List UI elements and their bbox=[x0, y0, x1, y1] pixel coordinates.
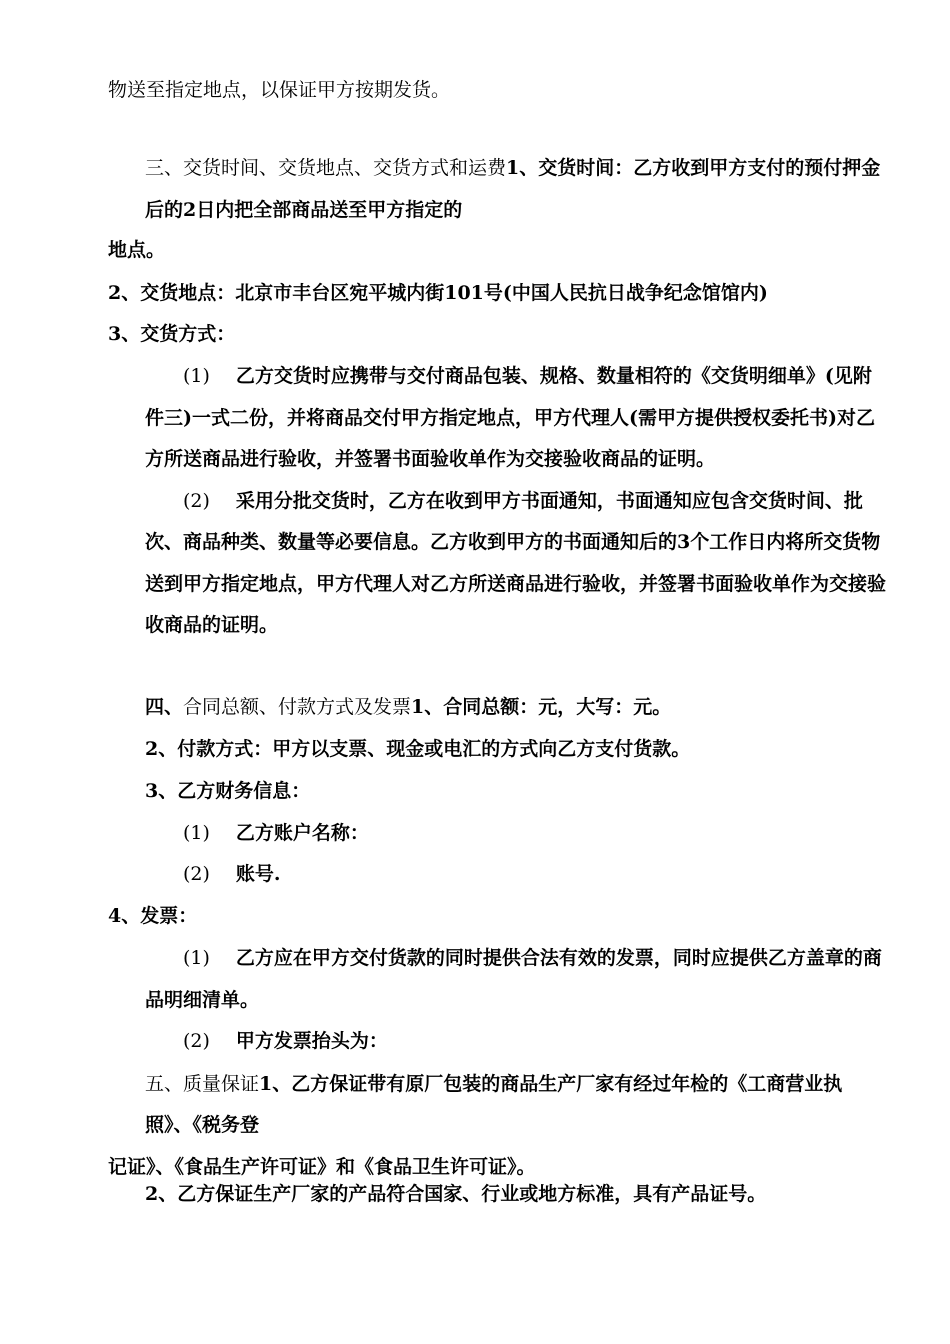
section-3-sub-2-line-4: 收商品的证明。 bbox=[145, 614, 279, 636]
section-3-sub-1-line-2: 件三)一式二份，并将商品交付甲方指定地点，甲方代理人(需甲方提供授权委托书)对乙 bbox=[145, 407, 875, 429]
section-4-number: 四、 bbox=[145, 696, 184, 718]
section-4-heading: 合同总额、付款方式及发票 bbox=[183, 696, 412, 718]
section-3-item-2: 2、交货地点：北京市丰台区宛平城内街101号(中国人民抗日战争纪念馆馆内) bbox=[108, 282, 768, 304]
sub-item-number: (1) bbox=[183, 822, 210, 844]
section-3-sub-2-line-2: 次、商品种类、数量等必要信息。乙方收到甲方的书面通知后的3个工作日内将所交货物 bbox=[145, 531, 881, 553]
section-3-sub-1-line-3: 方所送商品进行验收，并签署书面验收单作为交接验收商品的证明。 bbox=[145, 448, 716, 470]
paragraph-line: 物送至指定地点，以保证甲方按期发货。 bbox=[108, 79, 451, 101]
section-3-heading-line bbox=[145, 155, 880, 181]
section-4-item-2: 2、付款方式：甲方以支票、现金或电汇的方式向乙方支付货款。 bbox=[145, 738, 691, 760]
section-3-item-1-end: 地点。 bbox=[108, 239, 166, 261]
sub-item-text: 乙方账户名称： bbox=[235, 822, 369, 844]
sub-item-number: (1) bbox=[183, 365, 210, 387]
section-4-finance-2 bbox=[183, 861, 281, 887]
section-3-heading: 三、交货时间、交货地点、交货方式和运费 bbox=[145, 157, 507, 179]
section-5-item-1-end: 记证》、《食品生产许可证》和《食品卫生许可证》。 bbox=[108, 1156, 536, 1178]
sub-item-number: (2) bbox=[183, 1030, 210, 1052]
sub-item-number: (2) bbox=[183, 490, 210, 512]
sub-item-text: 账号. bbox=[235, 863, 281, 885]
section-4-invoice-1-line-2: 品明细清单。 bbox=[145, 989, 260, 1011]
sub-item-text: 乙方应在甲方交付货款的同时提供合法有效的发票，同时应提供乙方盖章的商 bbox=[235, 947, 882, 969]
sub-item-text: 采用分批交货时，乙方在收到甲方书面通知，书面通知应包含交货时间、批 bbox=[235, 490, 863, 512]
section-5-item-1-continued: 照》、《税务登 bbox=[145, 1114, 260, 1136]
section-5-heading: 五、质量保证 bbox=[145, 1073, 260, 1095]
section-4-invoice-2 bbox=[183, 1028, 388, 1054]
sub-item-number: (1) bbox=[183, 947, 210, 969]
sub-item-text: 甲方发票抬头为： bbox=[235, 1030, 388, 1052]
section-3-sub-2-line-1 bbox=[183, 488, 863, 514]
section-5-item-1-lead: 1、乙方保证带有原厂包装的商品生产厂家有经过年检的《工商营业执 bbox=[259, 1073, 843, 1095]
section-5-item-2: 2、乙方保证生产厂家的产品符合国家、行业或地方标准，具有产品证号。 bbox=[145, 1183, 767, 1205]
section-4-finance-1 bbox=[183, 820, 369, 846]
section-3-item-1-lead: 1、交货时间：乙方收到甲方支付的预付押金 bbox=[506, 157, 881, 179]
section-5-heading-line bbox=[145, 1071, 842, 1097]
section-3-item-3: 3、交货方式： bbox=[108, 323, 236, 345]
sub-item-number: (2) bbox=[183, 863, 210, 885]
section-3-item-1-continued: 后的2日内把全部商品送至甲方指定的 bbox=[145, 199, 463, 221]
section-4-item-4: 4、发票： bbox=[108, 905, 198, 927]
section-4-heading-line bbox=[145, 694, 671, 720]
section-3-sub-1-line-1 bbox=[183, 363, 872, 389]
section-4-item-1: 1、合同总额：元，大写：元。 bbox=[411, 696, 672, 718]
section-4-item-3: 3、乙方财务信息： bbox=[145, 780, 311, 802]
section-4-invoice-1-line-1 bbox=[183, 945, 882, 971]
section-3-sub-2-line-3: 送到甲方指定地点，甲方代理人对乙方所送商品进行验收，并签署书面验收单作为交接验 bbox=[145, 573, 887, 595]
sub-item-text: 乙方交货时应携带与交付商品包装、规格、数量相符的《交货明细单》(见附 bbox=[235, 365, 872, 387]
